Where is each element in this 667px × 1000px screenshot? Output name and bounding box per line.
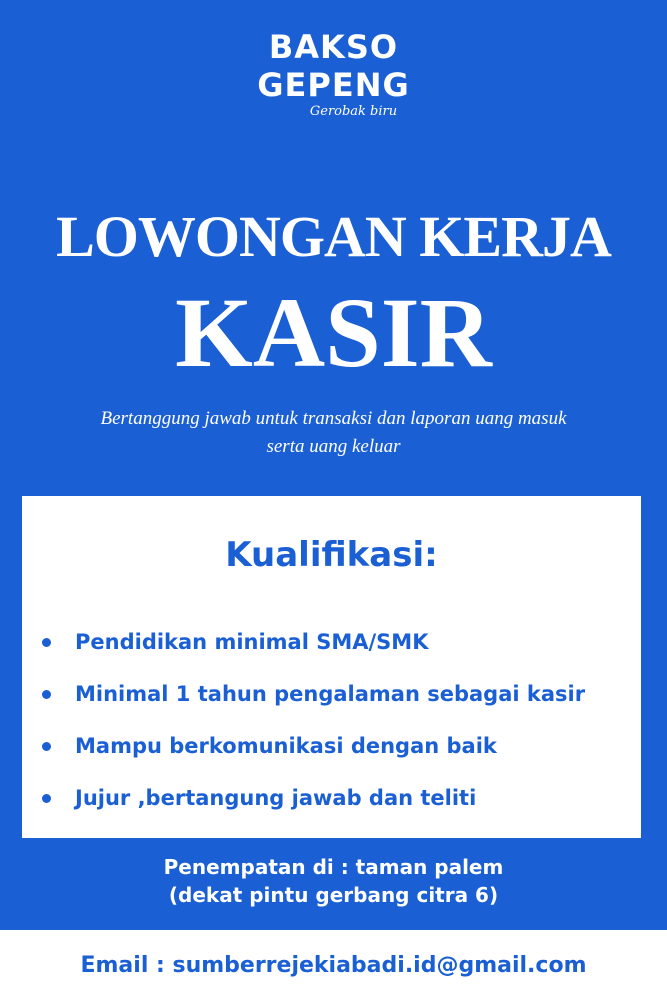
bullet-icon [42,690,51,699]
contact-bar [0,930,667,1000]
qualification-text: Pendidikan minimal SMA/SMK [75,630,429,654]
placement-line1: Penempatan di : taman palem [163,855,504,879]
brand-tagline: Gerobak biru [309,104,398,119]
qualifications-panel [22,496,641,838]
bullet-icon [42,742,51,751]
qualifications-title: Kualifikasi: [225,535,438,575]
qualification-item [42,616,632,668]
placement-line2: (dekat pintu gerbang citra 6) [168,883,499,907]
qualification-text: Jujur ,bertangung jawab dan teliti [75,786,477,810]
job-title: KASIR [175,277,492,388]
headline: LOWONGAN KERJA [56,204,611,269]
qualification-item [42,720,632,772]
job-description-line1: Bertanggung jawab untuk transaksi dan laporan uang masuk [100,408,567,429]
qualification-item [42,668,632,720]
brand-name-line1: BAKSO [268,28,399,66]
qualifications-list [42,616,632,824]
brand-logo [0,28,667,119]
qualification-text: Mampu berkomunikasi dengan baik [75,734,497,758]
placement-info [0,853,667,909]
qualification-item [42,772,632,824]
job-description-line2: serta uang keluar [266,436,401,457]
qualification-text: Minimal 1 tahun pengalaman sebagai kasir [75,682,586,706]
bullet-icon [42,638,51,647]
job-description [40,405,627,461]
contact-email[interactable]: Email : sumberrejekiabadi.id@gmail.com [80,952,587,978]
bullet-icon [42,794,51,803]
brand-name-line2: GEPENG [257,66,410,104]
